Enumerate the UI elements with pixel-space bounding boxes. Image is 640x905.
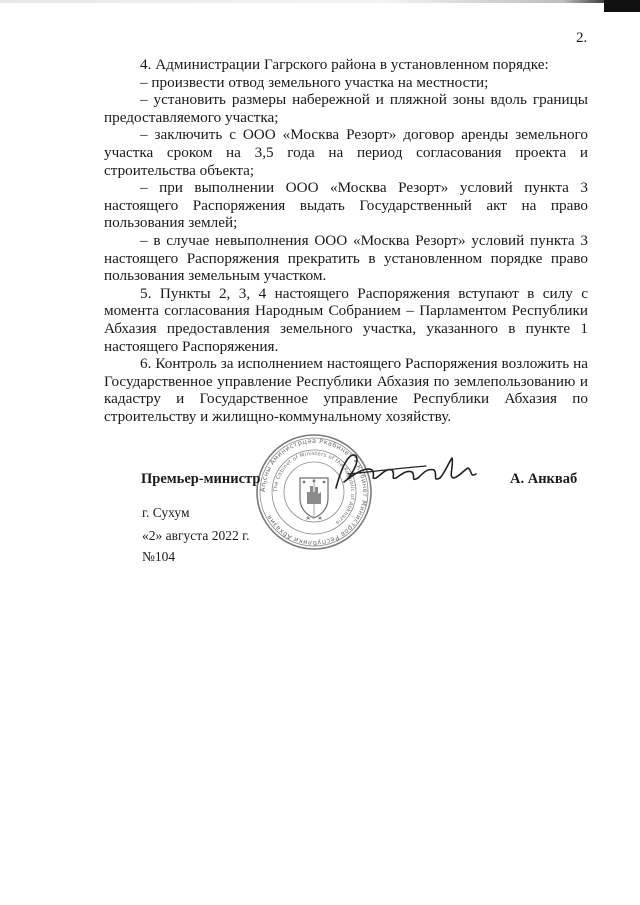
document-place: г. Сухум (142, 505, 190, 520)
signatory-title: Премьер-министр (141, 471, 261, 487)
document-date: «2» августа 2022 г. (142, 528, 250, 543)
paragraph-item-6: 6. Контроль за исполнением настоящего Распоряжения возложить на Государственное управление Республики Абхазия по землепользованию и кадастру и Государственное управление Республики Абхазия по строительству и жилищно-коммунальному хозяйству. (104, 355, 588, 425)
seal-outer-text: Аҧсны Аминистрцәа Ркабинет • Кабинет Министров Республики Абхазия (258, 436, 370, 548)
scan-edge (0, 0, 640, 3)
paragraph-subitem-lease: – заключить с ООО «Москва Резорт» договор аренды земельного участка сроком на 3,5 года на период согласования проекта и строительства объекта; (104, 126, 588, 179)
handwritten-signature (330, 448, 480, 498)
paragraph-item-5: 5. Пункты 2, 3, 4 настоящего Распоряжения вступают в силу с момента согласования Народным Собранием – Парламентом Республики Абхазия предоставления земельного участка, указанного в пункте 1 настоящего Распоряжения. (104, 284, 588, 355)
paragraph-item-4: 4. Администрации Гагрского района в установленном порядке: (140, 56, 549, 73)
paragraph-subitem-state-act: – при выполнении ООО «Москва Резорт» условий пункта 3 настоящего Распоряжения выдать Государственный акт на право пользования землей; (104, 179, 588, 232)
paragraph-subitem-embankment: – установить размеры набережной и пляжной зоны вдоль границы предоставляемого участка; (104, 91, 588, 126)
paragraph-subitem-termination: – в случае невыполнения ООО «Москва Резорт» условий пункта 3 настоящего Распоряжения прекратить в установленном порядке право пользования земельным участком. (104, 231, 588, 285)
document-body (104, 56, 588, 425)
signatory-name: А. Анкваб (510, 471, 578, 487)
seal-emblem-icon (300, 478, 328, 520)
paragraph-subitem-allotment: – произвести отвод земельного участка на местности; (140, 73, 489, 91)
seal-inner-text: The Cabinet of Ministers of the Republic of Abkhazia (272, 450, 356, 526)
page-number: 2. (576, 30, 588, 46)
scan-corner-mark (604, 0, 640, 12)
document-number: №104 (142, 549, 176, 564)
